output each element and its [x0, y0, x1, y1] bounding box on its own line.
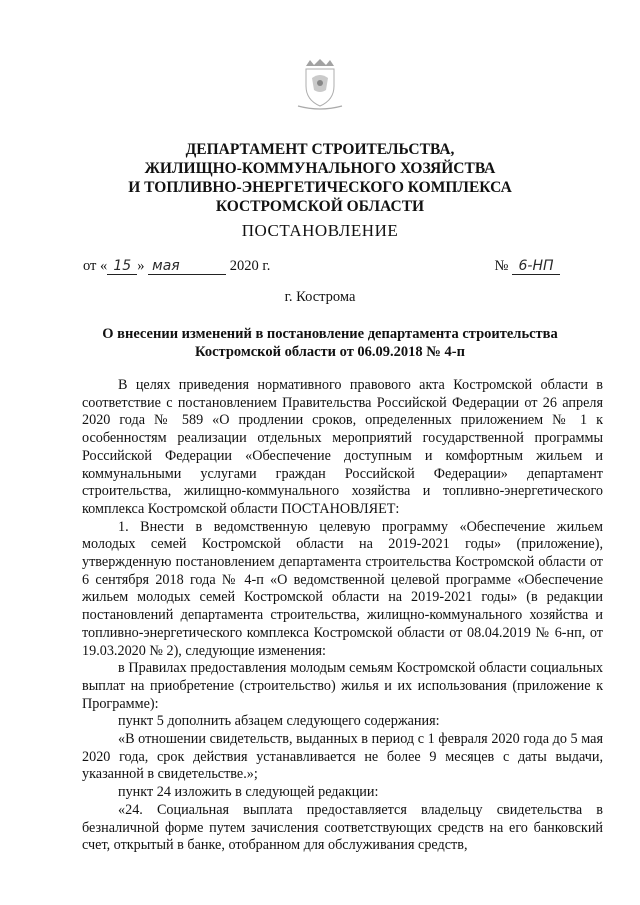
document-body [82, 377, 603, 855]
paragraph: пункт 5 дополнить абзацем следующего содержания: [118, 713, 440, 730]
number-label: № [494, 258, 509, 274]
department-line: ЖИЛИЩНО-КОММУНАЛЬНОГО ХОЗЯЙСТВА [144, 160, 496, 177]
date-year: 2020 г. [229, 258, 271, 274]
paragraph: В целях приведения нормативного правового акта Костромской области в соответствие с постановлением Правительства Российской Федерации от 26 апреля 2020 года № 589 «О продлении сроков, определенных приложением № 1 к особенностям реализации отдельных мероприятий государственной программы Российской Федерации «Обеспечение доступным и комфортным жильем и коммунальными услугами граждан Российской Федерации» департамент строительства, жилищно-коммунального хозяйства и топливно-энергетического комплекса Костромской области ПОСТАНОВЛЯЕТ: [82, 377, 603, 517]
date-month: мая [148, 258, 226, 275]
date-prefix: от « [83, 258, 108, 274]
department-line: И ТОПЛИВНО-ЭНЕРГЕТИЧЕСКОГО КОМПЛЕКСА [128, 179, 512, 196]
paragraph: пункт 24 изложить в следующей редакции: [118, 784, 379, 801]
date-line [83, 258, 270, 275]
city: г. Кострома [284, 289, 356, 305]
paragraph: «24. Социальная выплата предоставляется владельцу свидетельства в безналичной форме путем зачисления соответствующих средств на его банковский счет, открытый в банке, отобранном для обслуживания средств, [82, 801, 603, 854]
paragraph: «В отношении свидетельств, выданных в период с 1 февраля 2020 года до 5 мая 2020 года, срок действия устанавливается не более 9 месяцев с даты выдачи, указанной в свидетельстве.»; [82, 731, 603, 783]
department-line: КОСТРОМСКОЙ ОБЛАСТИ [215, 198, 425, 215]
paragraph: 1. Внести в ведомственную целевую программу «Обеспечение жильем молодых семей Костромской области на 2019-2021 годы» (приложение), утвержденную постановлением департамента строительства Костромской области от 6 сентября 2018 года № 4-п «О ведомственной целевой программе «Обеспечение жильем молодых семей Костромской области на 2019-2021 годы» (в редакции постановлений департамента строительства, жилищно-коммунального хозяйства и топливно-энергетического комплекса Костромской области от 08.04.2019 № 6-нп, от 19.03.2020 № 2), следующие изменения: [82, 518, 603, 659]
department-line: ДЕПАРТАМЕНТ СТРОИТЕЛЬСТВА, [185, 141, 455, 158]
number-value: 6-НП [512, 258, 560, 275]
coat-of-arms-emblem [292, 56, 348, 112]
document-subject: О внесении изменений в постановление департамента строительства Костромской области от 06.09.2018 № 4-п [102, 326, 558, 360]
paragraph: в Правилах предоставления молодым семьям Костромской области социальных выплат на приобретение (строительство) жилья и их использования (приложение к Программе): [82, 660, 603, 712]
document-number [495, 258, 560, 275]
department-name [0, 140, 640, 216]
document-type: ПОСТАНОВЛЕНИЕ [241, 221, 399, 240]
date-day: 15 [107, 258, 137, 275]
date-quote: » [137, 258, 145, 274]
